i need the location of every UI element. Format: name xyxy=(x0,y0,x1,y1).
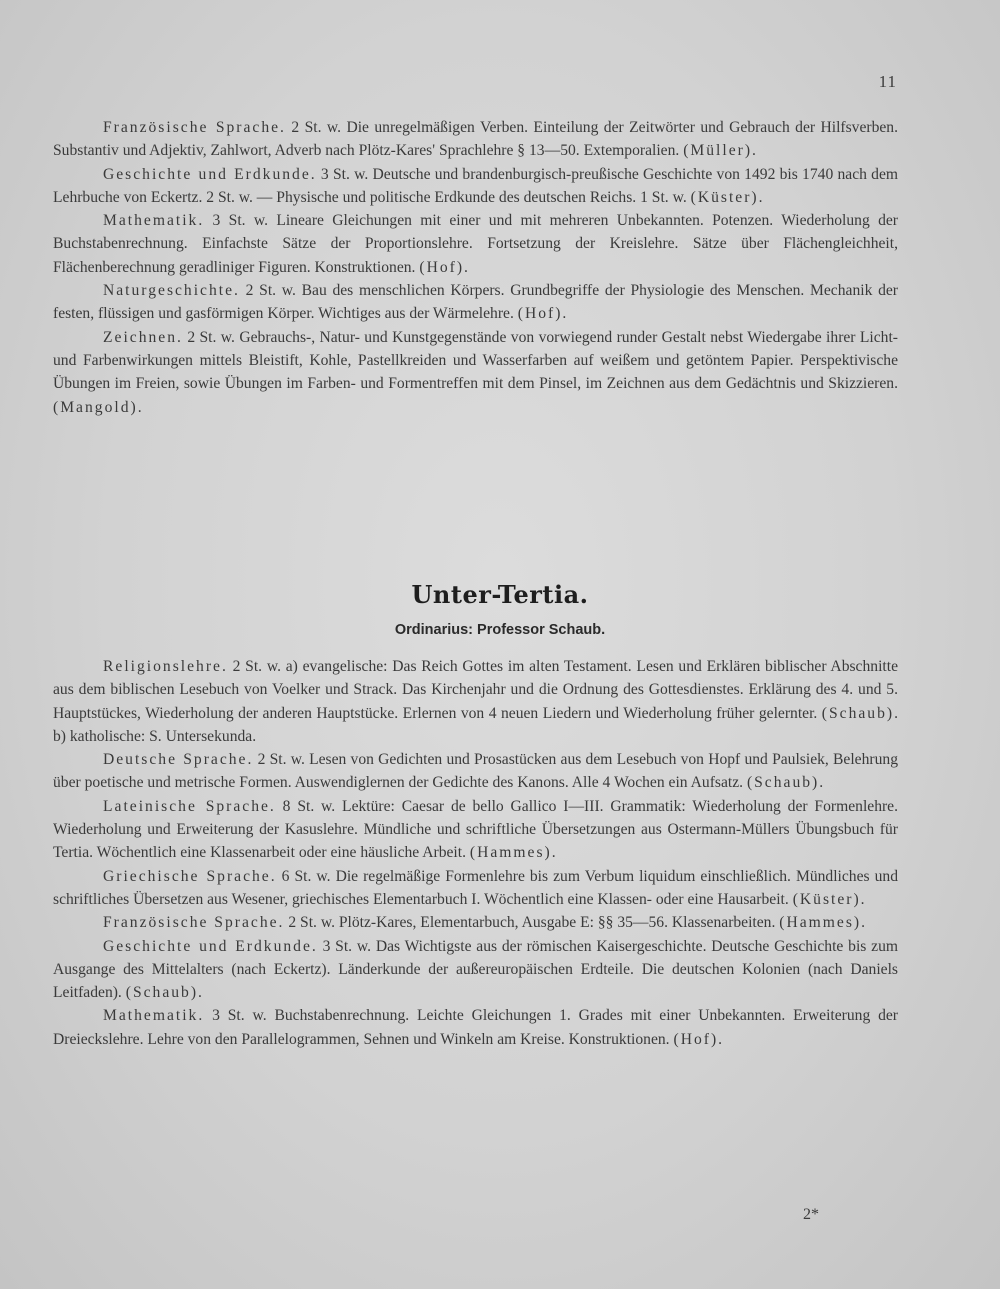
paragraph-tail: . xyxy=(718,1030,723,1048)
subject-name: Griechische Sprache. xyxy=(103,867,277,885)
paragraph-tail: . xyxy=(464,258,468,276)
paragraph-tail: . xyxy=(819,774,824,792)
paragraph-text: 2 St. w. Lesen von Gedichten und Prosastücken aus dem Lesebuch von Hopf und Paulsiek, Belehrung über poetische und metrische Formen. Auswendiglernen der Gedichte des Kanons. Alle 4 Wochen ein Aufsatz. xyxy=(53,751,898,792)
curriculum-paragraph xyxy=(53,279,898,326)
teacher-name: (Mangold) xyxy=(53,398,138,416)
paragraph-tail: . xyxy=(861,914,866,932)
paragraph-text: 2 St. w. Plötz-Kares, Elementarbuch, Ausgabe E: §§ 35—56. Klassenarbeiten. xyxy=(284,914,776,932)
section-title: Unter-Tertia. xyxy=(411,580,589,609)
curriculum-paragraph xyxy=(53,1004,898,1051)
teacher-name: (Küster) xyxy=(690,188,759,206)
curriculum-paragraph xyxy=(53,209,898,279)
paragraph-text: 3 St. w. Buchstabenrechnung. Leichte Gleichungen 1. Grades mit einer Unbekannten. Erweiterung der Dreieckslehre. Lehre von den Parallelogrammen, Sehnen und Winkeln am Kreise. Konstruktionen. xyxy=(53,1007,898,1048)
section-subtitle: Ordinarius: Professor Schaub. xyxy=(394,622,606,638)
curriculum-block-unter-tertia xyxy=(53,655,898,1051)
curriculum-paragraph xyxy=(53,911,898,934)
teacher-name: (Schaub) xyxy=(746,774,820,792)
paragraph-tail: . xyxy=(551,844,556,862)
paragraph-tail: . xyxy=(758,188,763,206)
subject-name: Französische Sprache. xyxy=(103,119,286,136)
signature-mark: 2* xyxy=(803,1206,819,1223)
subject-name: Zeichnen. xyxy=(103,328,183,346)
curriculum-paragraph xyxy=(53,163,898,210)
teacher-name: (Hof) xyxy=(517,305,563,323)
paragraph-tail: . xyxy=(137,398,142,416)
teacher-name: (Schaub) xyxy=(125,984,199,1002)
paragraph-text: 2 St. w. Bau des menschlichen Körpers. Grundbegriffe der Physiologie des Menschen. Mechanik der festen, flüssigen und gasförmigen Körper. Wichtiges aus der Wärmelehre. xyxy=(53,282,898,323)
paragraph-text: 2 St. w. a) evangelische: Das Reich Gottes im alten Testament. Lesen und Erklären biblischer Abschnitte aus dem biblischen Lesebuch von Voelker und Strack. Das Kirchenjahr und die Ordnung des Gottesdienstes. Erklärung des 4. und 5. Hauptstückes, Wiederholung der anderen Hauptstücke. Erlernen von 4 neuen Liedern und Wiederholung früher gelernter. xyxy=(53,658,898,722)
subject-name: Naturgeschichte. xyxy=(103,282,240,300)
subject-name: Mathematik. xyxy=(103,1007,205,1025)
teacher-name: (Hof) xyxy=(673,1030,719,1048)
curriculum-paragraph xyxy=(53,935,898,1005)
subject-name: Deutsche Sprache. xyxy=(103,751,254,769)
curriculum-paragraph xyxy=(53,865,898,912)
paragraph-text: 3 St. w. Deutsche und brandenburgisch-preußische Geschichte von 1492 bis 1740 nach dem Lehrbuche von Eckertz. 2 St. w. — Physische und politische Erdkunde des deutschen Reichs. 1 St. w. xyxy=(53,165,899,206)
curriculum-paragraph xyxy=(53,326,898,419)
paragraph-tail: . xyxy=(562,305,567,323)
subject-name: Geschichte und Erdkunde. xyxy=(103,937,318,955)
teacher-name: (Küster) xyxy=(792,890,861,908)
paragraph-text: 6 St. w. Die regelmäßige Formenlehre bis zum Verbum liquidum einschließlich. Mündliches und schriftliches Übersetzen aus Wesener, griechisches Elementarbuch I. Wöchentlich eine Klassen- oder eine Hausarbeit. xyxy=(53,867,898,908)
paragraph-text: 2 St. w. Gebrauchs-, Natur- und Kunstgegenstände von vorwiegend runder Gestalt nebst Wiedergabe ihrer Licht- und Farbenwirkungen mittels Bleistift, Kohle, Pastellkreiden und Wasserfarben auf weißem und getöntem Papier. Perspektivische Übungen im Freien, sowie Übungen im Farben- und Formentreffen mit dem Pinsel, im Zeichnen aus dem Gedächtnis und Skizzieren. xyxy=(53,328,898,393)
curriculum-paragraph xyxy=(53,116,898,163)
paragraph-tail: . b) katholische: S. Untersekunda. xyxy=(53,704,898,745)
paragraph-text: 3 St. w. Das Wichtigste aus der römischen Kaisergeschichte. Deutsche Geschichte bis zum Ausgange des Mittelalters (nach Eckertz). Länderkunde der außereuropäischen Erdteile. Die deutschen Kolonien (nach Daniels Leitfaden). xyxy=(53,937,898,1002)
subject-name: Französische Sprache. xyxy=(103,914,285,932)
paragraph-tail: . xyxy=(198,984,202,1002)
curriculum-block-quarta xyxy=(53,116,898,419)
curriculum-paragraph xyxy=(53,795,898,865)
paragraph-tail: . xyxy=(860,890,865,908)
teacher-name: (Müller) xyxy=(683,142,753,160)
subject-name: Geschichte und Erdkunde. xyxy=(103,165,317,183)
teacher-name: (Schaub) xyxy=(821,704,895,722)
subject-name: Mathematik. xyxy=(103,212,205,230)
paragraph-tail: . xyxy=(752,142,756,160)
paragraph-text: 2 St. w. Die unregelmäßigen Verben. Einteilung der Zeitwörter und Gebrauch der Hilfsverben. Substantiv und Adjektiv, Zahlwort, Adverb nach Plötz-Kares' Sprachlehre § 13—50. Extemporalien. xyxy=(53,119,898,160)
paragraph-text: 8 St. w. Lektüre: Caesar de bello Gallico I—III. Grammatik: Wiederholung der Formenlehre. Wiederholung und Erweiterung der Kasuslehre. Mündliche und schriftliche Übersetzungen aus Ostermann-Müllers Übungsbuch für Tertia. Wöchentlich eine Klassenarbeit oder eine häusliche Arbeit. xyxy=(53,797,899,862)
subject-name: Religionslehre. xyxy=(103,658,228,675)
curriculum-paragraph xyxy=(53,748,898,795)
subject-name: Lateinische Sprache. xyxy=(103,797,276,815)
paragraph-text: 3 St. w. Lineare Gleichungen mit einer und mit mehreren Unbekannten. Potenzen. Wiederholung der Buchstabenrechnung. Einfachste Sätze der Proportionslehre. Fortsetzung der Kreislehre. Sätze über Flächengleichheit, Flächenberechnung geradliniger Figuren. Konstruktionen. xyxy=(53,212,898,276)
teacher-name: (Hof) xyxy=(419,258,465,276)
page-number: 11 xyxy=(878,72,897,91)
teacher-name: (Hammes) xyxy=(779,914,862,932)
teacher-name: (Hammes) xyxy=(469,844,552,862)
curriculum-paragraph xyxy=(53,655,898,748)
